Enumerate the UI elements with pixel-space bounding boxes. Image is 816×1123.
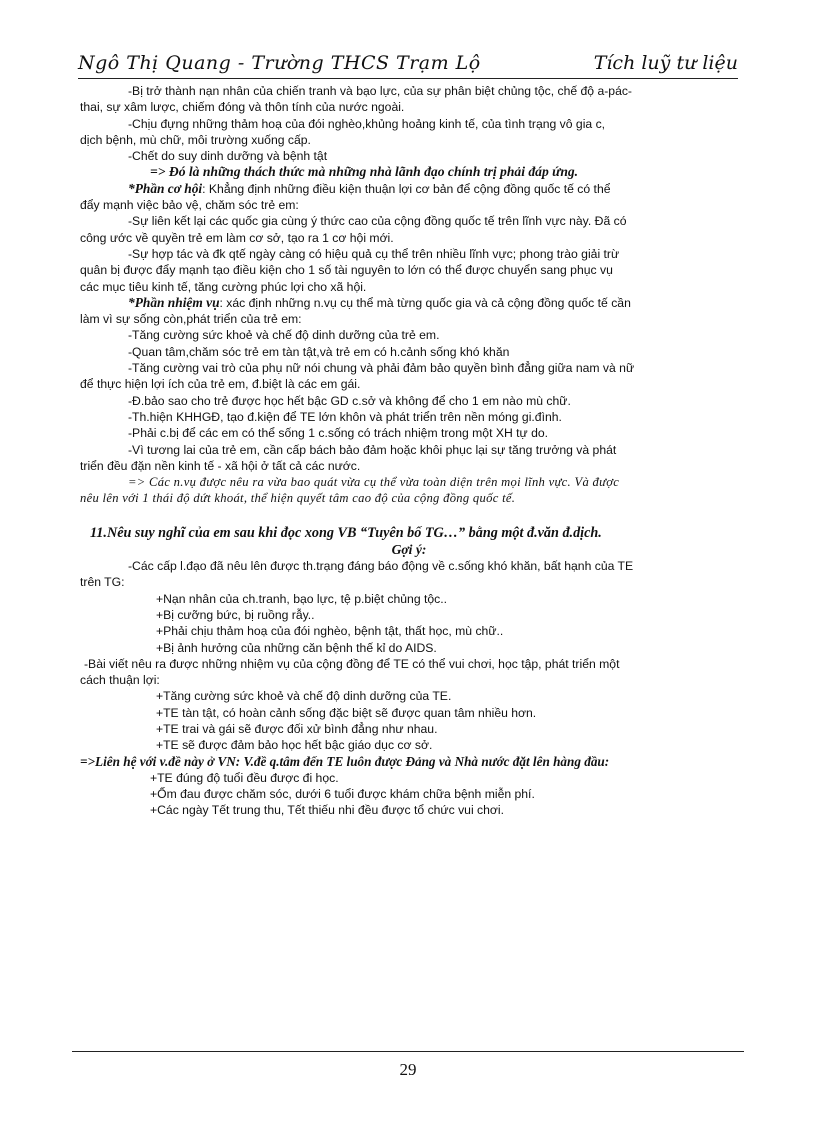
opportunity-intro [80,181,738,197]
list-item: -Th.hiện KHHGĐ, tạo đ.kiện để TE lớn khôn và phát triển trên nền móng gi.đình. [128,409,562,424]
list-item: +TE trai và gái sẽ được đối xử bình đẳng như nhau. [156,721,438,736]
hint-label: Gợi ý: [391,541,427,557]
list-item: +Nạn nhân của ch.tranh, bạo lực, tệ p.biệt chủng tộc.. [156,591,448,606]
text-line: để thực hiện lợi ích của trẻ em, đ.biệt là các em gái. [80,377,361,392]
header-title: Tích luỹ tư liệu [593,52,738,74]
list-item: +TE tàn tật, có hoàn cảnh sống đặc biệt sẽ được quan tâm nhiều hơn. [156,705,537,720]
list-item: -Tăng cường sức khoẻ và chế độ dinh dưỡng của trẻ em. [128,328,440,343]
list-item: +Ốm đau được chăm sóc, dưới 6 tuổi được khám chữa bệnh miễn phí. [150,787,535,802]
tasks-label: *Phần nhiệm vụ [128,294,220,310]
list-item: +Các ngày Tết trung thu, Tết thiếu nhi đều được tổ chức vui chơi. [150,803,504,818]
list-item: -Tăng cường vai trò của phụ nữ nói chung và phải đảm bảo quyền bình đẳng giữa nam và nữ [128,361,635,376]
text-line: đẩy mạnh việc bảo vệ, chăm sóc trẻ em: [80,198,299,213]
question-heading: 11.Nêu suy nghĩ của em sau khi đọc xong VB “Tuyên bố TG…” bằng một đ.văn đ.dịch. [90,524,602,541]
opportunity-label: *Phần cơ hội [128,180,203,196]
tasks-text: : xác định những n.vụ cụ thể mà từng quốc gia và cả cộng đồng quốc tế cần [219,295,631,310]
list-item: +Bị cưỡng bức, bị ruồng rẫy.. [156,607,315,622]
vietnam-link-line: =>Liên hệ với v.đề này ở VN: V.đề q.tâm đến TE luôn được Đảng và Nhà nước đặt lên hàng đầu: [80,753,610,769]
list-item: +Bị ảnh hưởng của những căn bệnh thế kỉ do AIDS. [156,640,437,655]
list-item: +Phải chịu thảm hoạ của đói nghèo, bệnh tật, thất học, mù chữ.. [156,624,504,639]
text-line: các mục tiêu kinh tế, tăng cường phúc lợi cho xã hội. [80,279,367,294]
text-line: -Sự hợp tác và đk qtế ngày càng có hiệu quả cụ thể trên nhiều lĩnh vực; phong trào giải trừ [128,246,620,261]
conclusion-line: => Đó là những thách thức mà những nhà lãnh đạo chính trị phải đáp ứng. [150,164,579,180]
text-line: -Các cấp l.đạo đã nêu lên được th.trạng đáng báo động về c.sống khó khăn, bất hạnh của TE [128,559,634,574]
text-line: -Chết do suy dinh dưỡng và bệnh tật [128,149,328,164]
text-line: triển đều đặn nền kinh tế - xã hội ở tất cả các nước. [80,458,361,473]
text-line: -Chịu đựng những thảm hoạ của đói nghèo,khủng hoảng kinh tế, của tình trạng vô gia c, [128,116,606,131]
text-line: công ước về quyền trẻ em làm cơ sở, tạo ra 1 cơ hội mới. [80,230,394,245]
page-header [78,50,738,79]
tasks-intro [80,295,738,311]
header-author-school: Ngô Thị Quang - Trường THCS Trạm Lộ [78,52,481,74]
list-item: +TE sẽ được đảm bảo học hết bậc giáo dục cơ sở. [156,738,433,753]
footer-divider [72,1051,744,1052]
document-body [80,83,738,819]
summary-line: nêu lên với 1 thái độ dứt khoát, thể hiện quyết tâm cao độ của cộng đồng quốc tế. [80,491,516,506]
text-line: quân bị được đẩy mạnh tạo điều kiện cho 1 số tài nguyên to lớn có thể được chuyển sang phục vụ [80,263,613,278]
list-item: +TE đúng độ tuổi đều được đi học. [150,770,339,785]
list-item: -Vì tương lai của trẻ em, cần cấp bách bảo đảm hoặc khôi phục lại sự tăng trưởng và phát [128,442,617,457]
text-line: -Bị trở thành nạn nhân của chiến tranh và bạo lực, của sự phân biệt chủng tộc, chế độ a-pác- [128,84,632,98]
summary-line: => Các n.vụ được nêu ra vừa bao quát vừa cụ thể vừa toàn diện trên mọi lĩnh vực. Và được [128,475,620,490]
list-item: -Phải c.bị để các em có thể sống 1 c.sống có trách nhiệm trong một XH tự do. [128,426,549,441]
opportunity-text: : Khẳng định những điều kiện thuận lợi cơ bản để cộng đồng quốc tế có thể [202,181,611,196]
list-item: -Đ.bảo sao cho trẻ được học hết bậc GD c.sở và không để cho 1 em nào mù chữ. [128,393,571,408]
text-line: trên TG: [80,575,125,590]
text-line: thai, sự xâm lược, chiếm đóng và thôn tính của nước ngoài. [80,100,405,115]
text-line: dịch bệnh, mù chữ, môi trường xuống cấp. [80,132,311,147]
text-line: -Sự liên kết lại các quốc gia cùng ý thức cao của cộng đồng quốc tế trên lĩnh vực này. Đã có [128,214,627,229]
page-number: 29 [399,1060,417,1079]
list-item: +Tăng cường sức khoẻ và chế độ dinh dưỡng của TE. [156,689,452,704]
text-line: -Bài viết nêu ra được những nhiệm vụ của cộng đồng để TE có thể vui chơi, học tập, phát triển một [84,656,620,671]
text-line: làm vì sự sống còn,phát triển của trẻ em: [80,312,302,327]
list-item: -Quan tâm,chăm sóc trẻ em tàn tật,và trẻ em có h.cảnh sống khó khăn [128,344,510,359]
text-line: cách thuận lợi: [80,673,160,688]
